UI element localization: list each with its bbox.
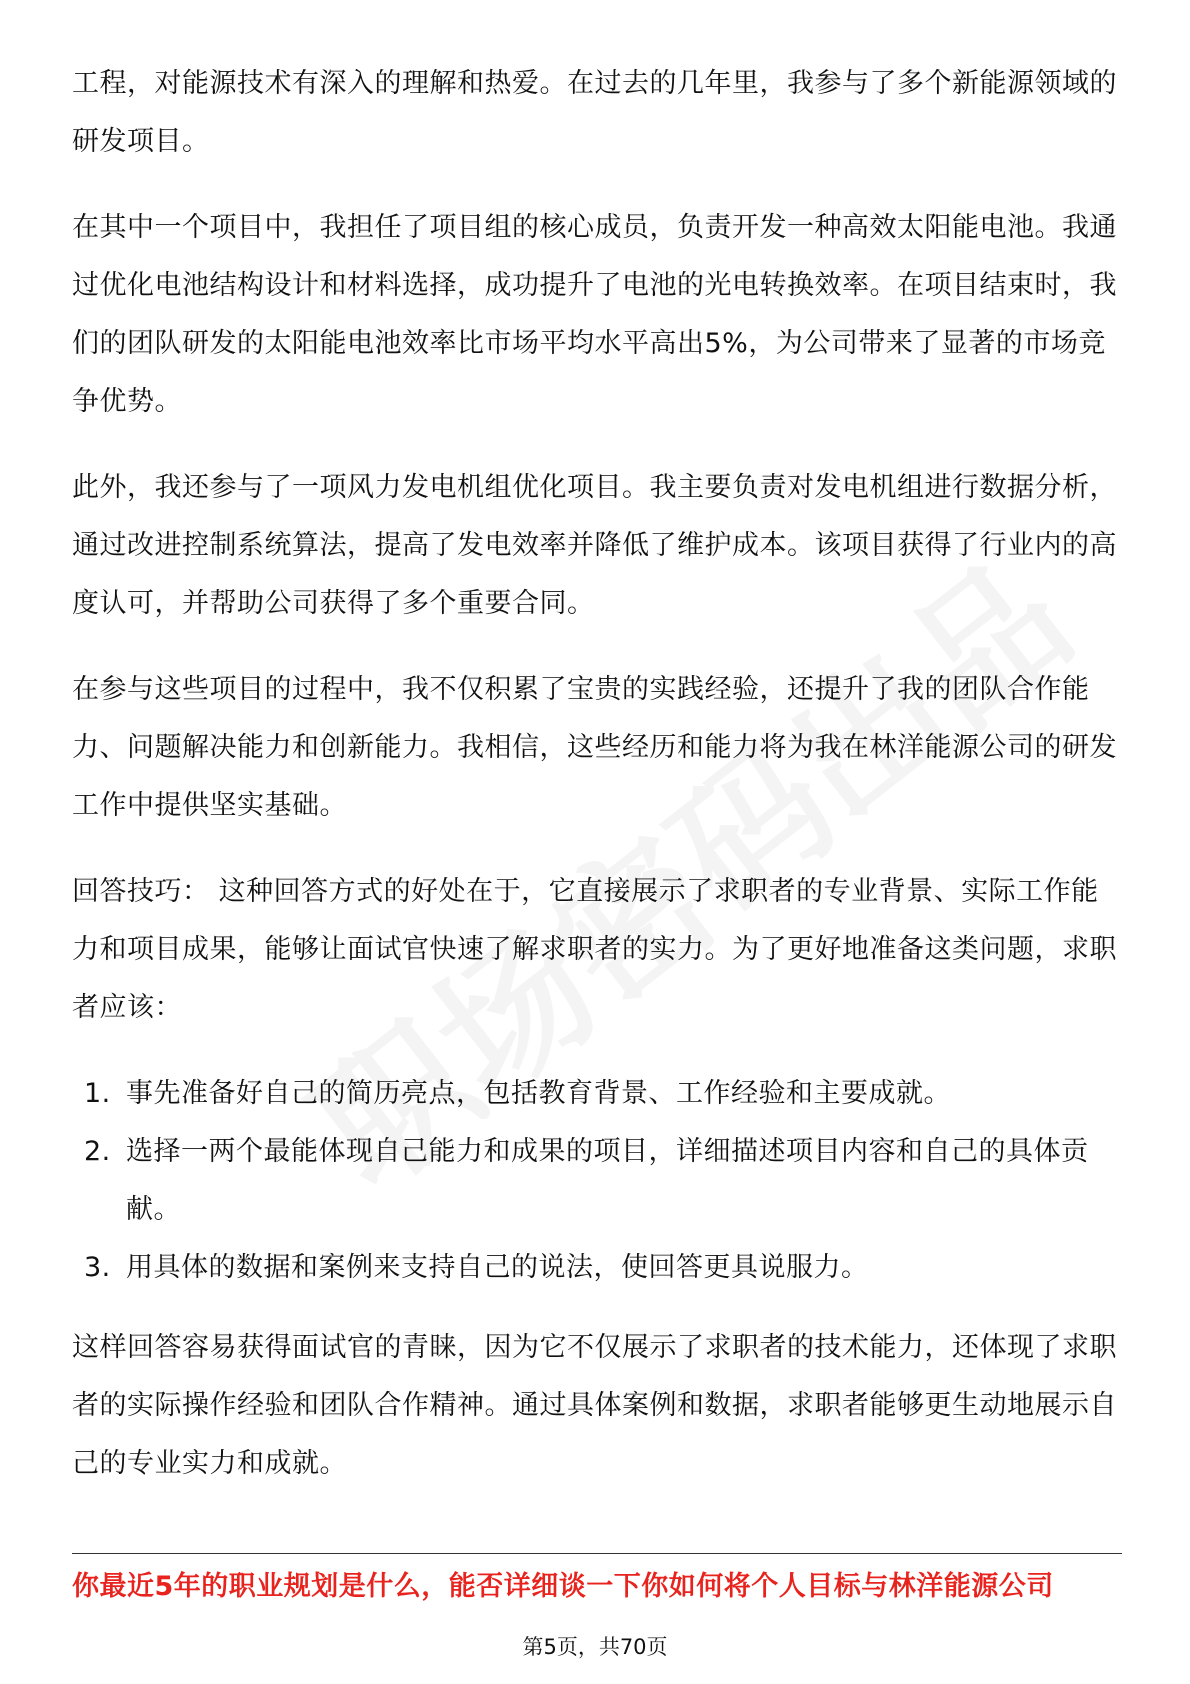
paragraph-intro: 工程，对能源技术有深入的理解和热爱。在过去的几年里，我参与了多个新能源领域的研发项目。 [72, 68, 1117, 157]
list-number: 3. [84, 1252, 111, 1283]
list-item-text: 选择一两个最能体现自己能力和成果的项目，详细描述项目内容和自己的具体贡献。 [126, 1136, 1089, 1225]
section-divider [72, 1553, 1122, 1554]
list-item [72, 1065, 1122, 1123]
document-body [72, 55, 1122, 1521]
list-item [72, 1123, 1122, 1239]
list-item-text: 事先准备好自己的简历亮点，包括教育背景、工作经验和主要成就。 [126, 1078, 951, 1109]
list-item [72, 1239, 1122, 1297]
paragraph-solar-project: 在其中一个项目中，我担任了项目组的核心成员，负责开发一种高效太阳能电池。我通过优化电池结构设计和材料选择，成功提升了电池的光电转换效率。在项目结束时，我们的团队研发的太阳能电池效率比市场平均水平高出5%，为公司带来了显著的市场竞争优势。 [72, 212, 1117, 417]
tips-list [72, 1065, 1122, 1297]
list-number: 1. [84, 1078, 111, 1109]
paragraph-closing: 这样回答容易获得面试官的青睐，因为它不仅展示了求职者的技术能力，还体现了求职者的实际操作经验和团队合作精神。通过具体案例和数据，求职者能够更生动地展示自己的专业实力和成就。 [72, 1332, 1117, 1479]
list-number: 2. [84, 1136, 111, 1167]
paragraph-experience: 在参与这些项目的过程中，我不仅积累了宝贵的实践经验，还提升了我的团队合作能力、问题解决能力和创新能力。我相信，这些经历和能力将为我在林洋能源公司的研发工作中提供坚实基础。 [72, 674, 1117, 821]
page-footer: 第5页，共70页 [522, 1635, 668, 1659]
paragraph-wind-project: 此外，我还参与了一项风力发电机组优化项目。我主要负责对发电机组进行数据分析，通过改进控制系统算法，提高了发电效率并降低了维护成本。该项目获得了行业内的高度认可，并帮助公司获得了多个重要合同。 [72, 472, 1117, 619]
list-item-text: 用具体的数据和案例来支持自己的说法，使回答更具说服力。 [126, 1252, 869, 1283]
paragraph-answer-tips: 回答技巧： 这种回答方式的好处在于，它直接展示了求职者的专业背景、实际工作能力和项目成果，能够让面试官快速了解求职者的实力。为了更好地准备这类问题，求职者应该： [72, 876, 1117, 1023]
next-question-heading: 你最近5年的职业规划是什么，能否详细谈一下你如何将个人目标与林洋能源公司 [72, 1571, 1054, 1602]
